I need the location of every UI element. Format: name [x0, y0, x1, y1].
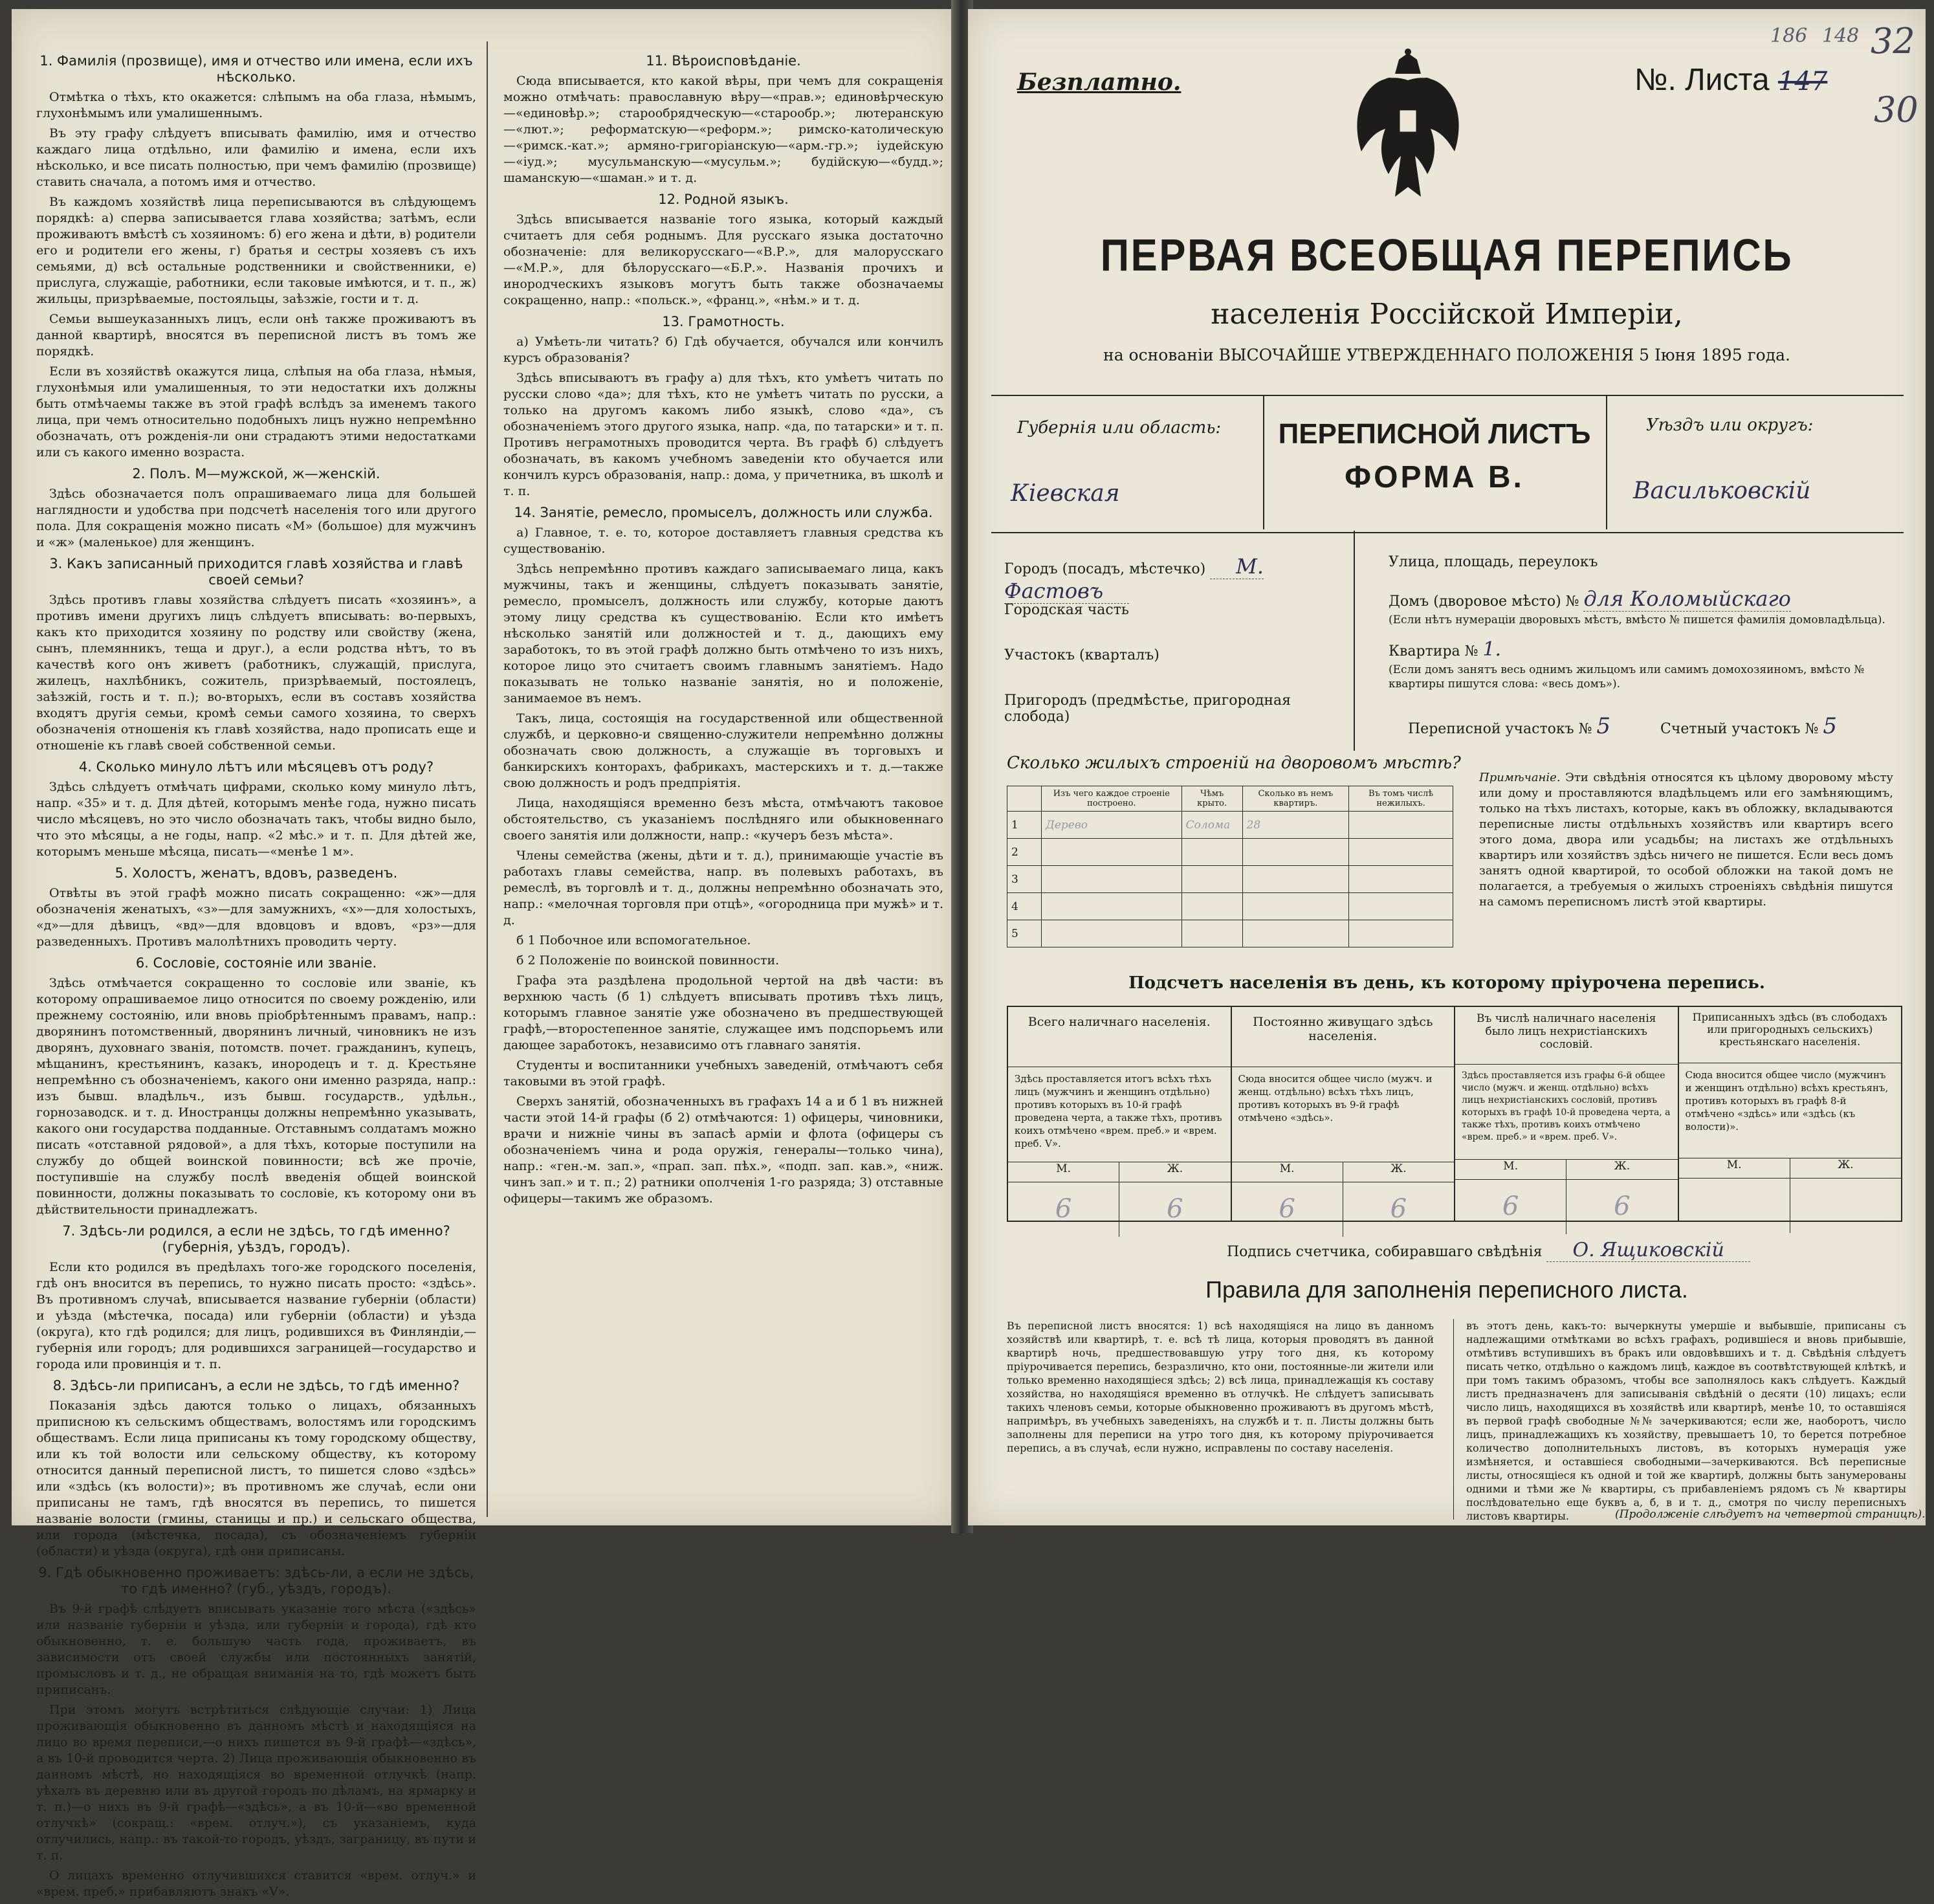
- count-col-desc: Сюда вносится общее число (мужчинъ и женщинъ отдѣльно) всѣхъ крестьянъ, противъ которыхъ въ графѣ 8-й отмѣчено «здѣсь» или «здѣсь (къ волости)».: [1679, 1063, 1902, 1158]
- instruction-paragraph: Здѣсь вписываютъ въ графу а) для тѣхъ, кто умѣетъ читать по русски слово «да»; для тѣхъ, кто не умѣетъ читать по русски, а только на другомъ какомъ либо языкѣ, слово «да», съ обозначеніемъ этого другого языка, напр. «да, по татарски» и т. п. Противъ неграмотныхъ проводится черта. Въ графѣ б) слѣдуетъ обозначать, въ какомъ учебномъ заведеніи кто обучается или кончилъ курсъ образованія, напр.: дома, у причетника, въ школѣ и т. п.: [503, 371, 943, 498]
- sheet-number: [1634, 62, 1827, 98]
- rules-right-text: въ этотъ день, какъ-то: вычеркнуты умершіе и выбывшіе, приписаны съ надлежащими отмѣтками во всѣхъ графахъ, родившіеся и вновь прибывшіе, отмѣтивъ вступившихъ въ бракъ или овдовѣвшихъ и т. д. Свѣдѣнія слѣдуетъ писать четко, отдѣльно о каждомъ лицѣ, каждое въ соотвѣтствующей клѣткѣ, и при томъ такимъ образомъ, чтобы все заполнялось какъ слѣдуетъ. Каждый листъ предназначенъ для записыванія свѣдѣній о десяти (10) лицахъ; если число лицъ, находящихся въ хозяйствѣ или квартирѣ, менѣе 10, то оставшіяся въ первой графѣ свободные №№ зачеркиваются; если же, наоборотъ, число лицъ, принадлежащихъ къ хозяйству, превышаетъ 10, то берется потребное количество дополнительныхъ листовъ, въ которыхъ нумерація уже измѣняется, и оставшіеся свободными—зачеркиваются. Всѣ переписные листы, относящіеся къ одной и той же квартирѣ, должны быть занумерованы одними и тѣми же № квартиры, съ прибавленіемъ рядомъ съ № квартиры послѣдовательно еще буквъ а, б, в и т. д., смотря по числу переписныхъ листовъ квартиры.: [1466, 1320, 1906, 1522]
- instruction-paragraph: Отмѣтка о тѣхъ, кто окажется: слѣпымъ на оба глаза, нѣмымъ, глухонѣмымъ или умалишеннымъ.: [36, 90, 476, 120]
- note-title: Примѣчаніе.: [1479, 771, 1561, 784]
- house-row: [1389, 586, 1900, 611]
- city-label: Городъ (посадъ, мѣстечко): [1004, 561, 1206, 577]
- sheet-number-value: 147: [1777, 67, 1828, 96]
- apartment-row: [1389, 638, 1501, 661]
- signature-label: Подпись счетчика, собиравшаго свѣдѣнія: [1227, 1244, 1543, 1260]
- present-male: 6: [1008, 1182, 1119, 1237]
- apartment-note: (Если домъ занятъ весь однимъ жильцомъ или самимъ домохозяиномъ, вмѣсто № квартиры пишутся слова: «весь домъ»).: [1389, 663, 1865, 691]
- table-row: [1007, 920, 1453, 947]
- section-heading: 3. Какъ записанный приходится главѣ хозяйства и главѣ своей семьи?: [49, 556, 463, 588]
- count-section-row: [1660, 713, 1837, 739]
- section-heading: 4. Сколько минуло лѣтъ или мѣсяцевъ отъ роду?: [78, 759, 434, 775]
- instruction-paragraph: При этомъ могутъ встрѣтиться слѣдующіе случаи: 1) Лица проживающія обыкновенно въ данномъ мѣстѣ и находящіяся на лицо во время переписи,—о нихъ пишется въ 9-й графѣ—«здѣсь», а въ 10-й проводится черта. 2) Лица проживающія обыкновенно въ данномъ мѣстѣ, но находящіяся во временной отлучкѣ (напр. уѣхалъ въ деревню или въ другой городъ по дѣламъ, на ярмарку и т. п.)—о нихъ въ 9-й графѣ—«здѣсь», а въ 10-й—«во временной отлучкѣ» (сокращ.: «врем. отлуч.»), съ указаніемъ, куда отлучились, напр.: въ такой-то городъ, уѣздъ, заграницу, въ пути и т. п.: [36, 1703, 476, 1863]
- house-note: (Если нѣтъ нумераціи дворовыхъ мѣстъ, вмѣсто № пишется фамилія домовладѣльца).: [1389, 614, 1885, 626]
- sheet-number-label: №. Листа: [1634, 63, 1770, 97]
- count-col-peasants: [1679, 1007, 1902, 1221]
- section-heading: 12. Родной языкъ.: [658, 192, 789, 207]
- zh-label: Ж.: [1614, 1160, 1631, 1173]
- address-left: [991, 531, 1355, 751]
- signature-value: О. Ящиковскій: [1546, 1239, 1750, 1262]
- instruction-paragraph: Здѣсь противъ главы хозяйства слѣдуетъ писать «хозяинъ», а противъ имени другихъ лицъ слѣдуетъ вписывать: во-первыхъ, какъ кто приходится хозяину по родству или свойству (жена, сынъ, племянникъ, теща и друг.), а если родства нѣтъ, то въ качествѣ кого онъ живетъ (работникъ, служащій, прислуга, жилецъ, нахлѣбникъ, сожитель, призрѣваемый, постоялецъ, заѣзжій, гость и т. п.); во-вторыхъ, если въ составъ хозяйства входятъ другія семьи, кромѣ семьи самого хозяина, то сверхъ обозначенія отношенія къ главѣ хозяйства, надо прописать еще и отношеніе къ главѣ своей собственной семьи.: [36, 593, 476, 753]
- peasant-male: [1679, 1179, 1790, 1233]
- population-count-table: [1007, 1006, 1902, 1222]
- sheet-title-cell: [1263, 396, 1606, 529]
- row-number: 5: [1007, 920, 1042, 947]
- table-row: [1007, 893, 1453, 920]
- section-heading: 14. Занятіе, ремесло, промыселъ, должность или служба.: [514, 505, 933, 520]
- row-number: 4: [1007, 893, 1042, 920]
- street-label: Улица, площадь, переулокъ: [1389, 554, 1598, 570]
- section-heading: 11. Вѣроисповѣданіе.: [646, 53, 801, 69]
- house-value: для Коломыйскаго: [1583, 586, 1791, 611]
- instruction-paragraph: Отвѣты въ этой графѣ можно писать сокращенно: «ж»—для обозначенія женатыхъ, «з»—для замужнихъ, «х»—для холостыхъ, «д»—для дѣвицъ, «вд»—для вдовцовъ и вдовъ, «рз»—для разведенныхъ. Противъ малолѣтнихъ проводить черту.: [36, 886, 476, 949]
- corner-note-1: 186: [1770, 25, 1808, 47]
- row1-roof: Солома: [1181, 812, 1242, 839]
- section-heading: 8. Здѣсь-ли приписанъ, а если не здѣсь, то гдѣ именно?: [52, 1378, 460, 1393]
- instruction-paragraph: а) Умѣеть-ли читать? б) Гдѣ обучается, обучался или кончилъ курсъ образованія?: [503, 335, 943, 365]
- apartment-value: 1.: [1482, 638, 1502, 661]
- quarter-label: Участокъ (кварталъ): [1004, 647, 1159, 663]
- instruction-paragraph: Лица, находящіяся временно безъ мѣста, отмѣчаютъ таковое обстоятельство, съ указаніемъ послѣдняго или обыкновеннаго своего занятія или должности, напр.: «кучеръ безъ мѣста».: [503, 796, 943, 843]
- corner-note-4: 30: [1874, 89, 1918, 130]
- house-label: Домъ (дворовое мѣсто) №: [1389, 593, 1579, 610]
- count-col-present: [1008, 1007, 1232, 1224]
- instruction-paragraph: Семьи вышеуказанныхъ лицъ, если онѣ также проживаютъ въ данной квартирѣ, вносятся въ переписной листъ въ томъ же порядкѣ.: [36, 312, 476, 359]
- instruction-paragraph: Здѣсь отмѣчается сокращенно то сословіе или званіе, къ которому опрашиваемое лицо относится по своему рожденію, или прежнему состоянію, или вновь пріобрѣтеннымъ правамъ, напр.: дворянинъ потомственный, дворянинъ личный, чиновникъ не изъ дворянъ, духовнаго званія, потомств. почет. гражданинъ, купецъ, мѣщанинъ, крестьянинъ, казакъ, инородецъ и т. д. Крестьяне непремѣнно съ обозначеніемъ, какого они именно разряда, напр.: изъ бывш. владѣльч., изъ бывш. государств., удѣльн., горнозаводск. и т. д. Иностранцы должны непремѣнно указывать, какого они государства подданные. Отставнымъ солдатамъ можно писать «отставной рядовой», а для тѣхъ, которые поступили на службу до общей воинской повинности; всѣ же прочіе, поступившіе на службу послѣ введенія общей воинской повинности, должны показывать то сословіе, къ которому они въ дѣйствительности принадлежатъ.: [36, 976, 476, 1217]
- instruction-paragraph: б 2 Положеніе по воинской повинности.: [516, 953, 780, 968]
- section-heading: 5. Холостъ, женатъ, вдовъ, разведенъ.: [115, 865, 398, 881]
- m-label: М.: [1679, 1158, 1790, 1178]
- column-divider: [487, 41, 488, 1517]
- census-subtitle: населенія Россійской Имперіи,: [1211, 298, 1683, 331]
- suburb-label: Пригородъ (предмѣстье, пригородная слобода): [1004, 692, 1291, 725]
- m-label: М.: [1232, 1162, 1343, 1182]
- row-number: 1: [1007, 812, 1042, 839]
- col-apartments: Сколько въ немъ квартиръ.: [1242, 786, 1349, 812]
- section-heading: 2. Полъ. М—мужской, ж—женскій.: [132, 466, 380, 482]
- census-basis: на основаніи ВЫСОЧАЙШЕ УТВЕРЖДЕННАГО ПОЛОЖЕНІЯ 5 Іюня 1895 года.: [1103, 346, 1790, 364]
- instruction-paragraph: Здѣсь вписывается названіе того языка, который каждый считаетъ для себя роднымъ. Для русскаго языка достаточно обозначеніе: для великорусскаго—«В.Р.», для малорусскаго—«М.Р.», для бѣлорусскаго—«Б.Р.». Названія прочихъ и инородческихъ языковъ могутъ быть также обозначаемы сокращенно, напр.: «польск.», «франц.», «нѣм.» и т. д.: [503, 212, 943, 307]
- row1-material: Дерево: [1042, 812, 1182, 839]
- province-cell: [991, 396, 1264, 529]
- count-col-title: Постоянно живущаго здѣсь населенія.: [1232, 1007, 1455, 1067]
- census-form-page: [968, 9, 1926, 1525]
- zh-label: Ж.: [1390, 1162, 1407, 1175]
- rules-left-text: Въ переписной листъ вносятся: 1) всѣ находящіяся на лицо въ данномъ хозяйствѣ или квартирѣ, т. е. всѣ тѣ лица, которыя проводятъ въ данной квартирѣ ночь, предшествовавшую утру того дня, къ которому пріурочивается перепись, безразлично, кто они, постоянные-ли жители или только временно находящіеся здѣсь; 2) всѣ лица, принадлежащія къ составу хозяйства, но находящіяся временно въ отлучкѣ. Не слѣдуетъ записывать такихъ членовъ семьи, которые обыкновенно проживаютъ въ другомъ мѣстѣ, напримѣръ, въ учебныхъ заведеніяхъ, на службѣ и т. п. Листы должны быть заполнены для переписи на утро того дня, къ которому пріурочивается перепись, а въ случаѣ, если нужно, исправлены по составу населенія.: [1007, 1320, 1434, 1454]
- instruction-paragraph: Если кто родился въ предѣлахъ того-же городского поселенія, гдѣ онъ вносится въ перепись, то нужно писать просто: «здѣсь». Въ противномъ случаѣ, вписывается название губерніи (области) и уѣзда (мѣстечка, посада) или губерніи (области) и уѣзда (округа), кто гдѣ родился; для лицъ, родившихся въ Финляндіи,—губернія или городъ; для родившихся заграницей—государство и города или провинція и т. п.: [36, 1260, 476, 1371]
- instruction-paragraph: Здѣсь слѣдуетъ отмѣчать цифрами, сколько кому минуло лѣтъ, напр. «35» и т. д. Для дѣтей, которымъ менѣе года, нужно писать число мѣсяцевъ, но это число обозначать такъ, чтобы видно было, что это мѣсяцы, а не годы, напр. «2 мѣс.» и т. п. Для дѣтей же, которымъ меньше мѣсяца, писать—«менѣе 1 м».: [36, 780, 476, 859]
- city-value: М. Фастовъ: [1004, 554, 1264, 603]
- province-label: Губернія или область:: [1017, 418, 1222, 437]
- instruction-paragraph: Такъ, лица, состоящія на государственной или общественной службѣ, и церковно-и священно-служители непремѣнно должны обозначать свою должность, а служащіе въ торговыхъ и банкирскихъ конторахъ, фабрикахъ, мастерскихъ и т. д.—также свою должность и родъ предпріятія.: [503, 711, 943, 790]
- buildings-table: [1007, 786, 1453, 947]
- col-nonresidential: Въ томъ числѣ нежилыхъ.: [1349, 786, 1453, 812]
- instruction-paragraph: Здѣсь обозначается полъ опрашиваемаго лица для большей наглядности и удобства при подсчетѣ населенія того или другого пола. Для сокращенія можно писать «М» (большое) для мужчинъ и «ж» (маленькое) для женщинъ.: [36, 487, 476, 549]
- instruction-paragraph: Если въ хозяйствѣ окажутся лица, слѣпыя на оба глаза, нѣмыя, глухонѣмыя или умалишенныя, то эти недостатки ихъ должны быть отмѣчаемы также въ этой графѣ вслѣдъ за именемъ такого лица, при чемъ относительно подобныхъ лицъ нужно непремѣнно обозначать, отъ рожденія-ли они страдаютъ этими недостатками или съ какого именно возраста.: [36, 364, 476, 459]
- address-right: [1369, 531, 1900, 751]
- rules-title: Правила для заполненія переписного листа.: [1205, 1276, 1688, 1303]
- zh-label: Ж.: [1838, 1158, 1854, 1171]
- nonchristian-female: 6: [1614, 1191, 1631, 1221]
- count-section-value: 5: [1823, 713, 1837, 739]
- m-label: М.: [1008, 1162, 1119, 1182]
- instruction-paragraph: б 1 Побочное или вспомогательное.: [516, 933, 751, 947]
- zh-label: Ж.: [1167, 1162, 1183, 1175]
- census-section-label: Переписной участокъ №: [1408, 721, 1592, 737]
- count-col-desc: Сюда вносится общее число (мужч. и женщ. отдѣльно) всѣхъ тѣхъ лицъ, противъ которыхъ въ 9-й графѣ отмѣчено «здѣсь».: [1232, 1067, 1455, 1162]
- table-row: [1007, 866, 1453, 893]
- instruction-paragraph: Студенты и воспитанники учебныхъ заведеній, отмѣчаютъ себя таковыми въ этой графѣ.: [503, 1058, 943, 1089]
- buildings-note: [1479, 770, 1893, 910]
- col-material: Изъ чего каждое строеніе построено.: [1042, 786, 1182, 812]
- peasant-female: [1790, 1179, 1901, 1233]
- imperial-eagle-icon: [1350, 48, 1466, 203]
- form-header-box: [991, 395, 1904, 533]
- instruction-paragraph: Сюда вписывается, кто какой вѣры, при чемъ для сокращенія можно отмѣчать: православную вѣру—«прав.»; единовѣрческую—«единовѣр.»; старообрядческую—«старообр.»; лютеранскую—«лют.»; реформатскую—«реформ.»; римско-католическую—«римск.-кат.»; армяно-григоріанскую—«арм.-гр.»; іудейскую—«іуд.»; мусульманскую—«мусульм.»; будійскую—«будд.»; шаманскую—«шаман.» и т. д.: [503, 74, 943, 185]
- instruction-paragraph: Въ 9-й графѣ слѣдуетъ вписывать указаніе того мѣста («здѣсь» или названіе губерніи и уѣзда, или губерніи и города), гдѣ кто обыкновенно, т. е. большую часть года, проживаетъ, въ зависимости отъ своей службы или постоянныхъ занятій, промысловъ и т. д., не обращая вниманія на то, гдѣ можетъ быть приписанъ.: [36, 1602, 476, 1697]
- buildings-question: Сколько жилыхъ строеній на дворовомъ мѣстѣ?: [1007, 753, 1461, 773]
- instruction-paragraph: Въ каждомъ хозяйствѣ лица переписываются въ слѣдующемъ порядкѣ: а) сперва записывается глава хозяйства; затѣмъ, если проживаютъ вмѣстѣ съ хозяиномъ: б) его жена и дѣти, в) родители его и родители его жены, г) братья и сестры хозяевъ съ ихъ семьями, д) всѣ остальные родственники и свойственники, е) прислуга, служащіе, работники, если таковые имѣются, и т. п., ж) жильцы, призрѣваемые, постояльцы, заѣзжіе, гости и т. д.: [36, 195, 476, 306]
- province-value: Кіевская: [1011, 480, 1120, 507]
- count-col-title: Приписанныхъ здѣсь (въ слободахъ или пригородныхъ сельскихъ) крестьянскаго населенія.: [1679, 1007, 1902, 1063]
- count-col-title: Въ числѣ наличнаго населенія было лицъ нехристіанскихъ сословій.: [1455, 1007, 1678, 1065]
- district-label: Уѣздъ или округъ:: [1646, 415, 1814, 435]
- row1-apartments: 28: [1242, 812, 1349, 839]
- section-heading: 13. Грамотность.: [662, 314, 785, 329]
- buildings-header-row: [1007, 786, 1453, 812]
- count-col-desc: Здѣсь проставляется итогъ всѣхъ тѣхъ лицъ (мужчинъ и женщинъ отдѣльно) противъ которыхъ въ 10-й графѣ проведена черта, а также тѣхъ, противъ коихъ отмѣчено «врем. преб.» и «врем. преб. V».: [1008, 1067, 1231, 1162]
- instructions-column-2: [503, 48, 943, 1211]
- district-value: Васильковскій: [1633, 478, 1811, 504]
- continued-note: (Продолженіе слѣдуетъ на четвертой страницѣ).: [1615, 1508, 1926, 1521]
- city-row: [1004, 554, 1341, 603]
- permanent-male: 6: [1232, 1182, 1343, 1237]
- town-part-label: Городская часть: [1004, 602, 1129, 618]
- section-heading: 1. Фамилія (прозвище), имя и отчество или имена, если ихъ нѣсколько.: [39, 53, 473, 85]
- row-number: 3: [1007, 866, 1042, 893]
- instruction-paragraph: Сверхъ занятій, обозначенныхъ въ графахъ 14 а и б 1 въ нижней части этой 14-й графы (б 2) отмѣчаются: 1) офицеры, чиновники, врачи и нижніе чины въ запасѣ арміи и флота (офицеры съ обозначеніемъ чина и рода оружія, генералы—только чина), напр.: «ген.-м. зап.», «прап. зап. пѣх.», «подп. зап. кав.», «ниж. чинъ зап.» и т. п.; 2) ратники ополченія 1-го разряда; 3) отставные офицеры—такимъ же образомъ.: [503, 1094, 943, 1206]
- instruction-paragraph: Въ эту графу слѣдуетъ вписывать фамилію, имя и отчество каждаго лица отдѣльно, или фамилію и имена, если ихъ нѣсколько, и все писать полностью, при чемъ фамилію (прозвище) ставить сначала, а потомъ имя и отчество.: [36, 126, 476, 189]
- rules-divider: [1453, 1319, 1454, 1520]
- table-row: [1007, 839, 1453, 866]
- sheet-title: ПЕРЕПИСНОЙ ЛИСТЪ: [1278, 418, 1591, 450]
- section-heading: 6. Сословіе, состояніе или званіе.: [135, 955, 377, 971]
- instruction-paragraph: а) Главное, т. е. то, которое доставляетъ главныя средства къ существованію.: [503, 526, 943, 556]
- instruction-paragraph: Показанія здѣсь даются только о лицахъ, обязанныхъ приписною къ сельскимъ обществамъ, волостямъ или городскимъ обществамъ. Если лица приписаны къ тому городскому обществу, или къ той волости или сельскому обществу, къ которому относится данный переписной листъ, то пишется слово «здѣсь» или «здѣсь (къ волости)»; въ противномъ же случаѣ, если они приписаны не тамъ, гдѣ вносятся въ перепись, то пишется названіе волости (гмины, станицы и пр.) и сельскаго общества, или города (мѣстечка, посада), съ обозначеніемъ губерніи (области) и уѣзда (округа), гдѣ они приписаны.: [36, 1399, 476, 1558]
- left-page: [12, 9, 956, 1899]
- present-female: 6: [1167, 1194, 1183, 1224]
- apartment-label: Квартира №: [1389, 643, 1478, 659]
- free-label: Безплатно.: [1017, 69, 1181, 96]
- instruction-paragraph: Здѣсь непремѣнно противъ каждаго записываемаго лица, какъ мужчины, такъ и женщины, слѣдуетъ показывать занятіе, ремесло, промыселъ, должность или службу, которые даютъ этому лицу средства къ существованію. Если кто имѣетъ нѣсколько занятій или должностей и т. д., дающихъ ему заработокъ, то въ этой графѣ должно быть отмѣчено то изъ нихъ, которое лицо это считаетъ своимъ главнымъ занятіемъ. Надо показывать не только названіе занятія, но и положеніе, занимаемое въ немъ.: [503, 562, 943, 705]
- count-col-nonchristian: [1455, 1007, 1679, 1221]
- section-heading: 7. Здѣсь-ли родился, а если не здѣсь, то гдѣ именно? (губернія, уѣздъ, городъ).: [62, 1223, 450, 1255]
- form-name: ФОРМА В.: [1345, 460, 1524, 494]
- enumerator-signature: [1227, 1239, 1750, 1261]
- count-section-label: Счетный участокъ №: [1660, 721, 1819, 737]
- row-number: 2: [1007, 839, 1042, 866]
- census-title: ПЕРВАЯ ВСЕОБЩАЯ ПЕРЕПИСЬ: [1100, 230, 1794, 280]
- count-col-desc: Здѣсь проставляется изъ графы 6-й общее число (мужч. и женщ. отдѣльно) всѣхъ лицъ нехристіанскихъ сословій, противъ которыхъ въ графѣ 10-й проведена черта, а также тѣхъ, противъ коихъ отмѣчено «врем. преб.» и «врем. преб. V».: [1455, 1065, 1678, 1160]
- instruction-paragraph: Члены семейства (жены, дѣти и т. д.), принимающіе участіе въ работахъ главы семейства, напр. въ полевыхъ работахъ, въ ремеслѣ, въ торговлѣ и т. д., должны непремѣнно обозначать это, напр.: «мелочная торговля при отцѣ», «огородница при мужѣ» и т. д.: [503, 848, 943, 927]
- instructions-column-1: [36, 48, 476, 1904]
- instruction-paragraph: Графа эта раздѣлена продольной чертой на двѣ части: въ верхнюю часть (б 1) слѣдуетъ вписывать противъ тѣхъ лицъ, которымъ главное занятіе уже обозначено въ предшествующей графѣ,—второстепенное занятіе, служащее имъ подспорьемъ или дающее заработокъ, независимо отъ главнаго занятія.: [503, 973, 943, 1052]
- section-heading: 9. Гдѣ обыкновенно проживаетъ: здѣсь-ли, а если не здѣсь, то гдѣ именно? (губ., уѣздъ, городъ).: [38, 1565, 474, 1597]
- count-col-permanent: [1232, 1007, 1456, 1224]
- permanent-female: 6: [1390, 1194, 1407, 1224]
- corner-note-3: 32: [1871, 21, 1915, 61]
- col-roof: Чѣмъ крыто.: [1181, 786, 1242, 812]
- census-section-row: [1408, 713, 1610, 739]
- m-label: М.: [1455, 1160, 1566, 1179]
- nonchristian-male: 6: [1455, 1180, 1566, 1234]
- note-text: Эти свѣдѣнія относятся къ цѣлому дворовому мѣсту или дому и проставляются владѣльцемъ или его замѣняющимъ, только на тѣхъ листахъ, которые, какъ въ обложку, вкладываются переписные листы отдѣльныхъ хозяйствъ или квартиръ всего этого дома, двора или усадьбы; на листахъ же отдѣльныхъ квартиръ или хозяйствъ здѣсь ничего не пишется. Если весь домъ занятъ одной квартирой, то особой обложки на такой домъ не полагается, а требуемыя о жилыхъ строеніяхъ свѣдѣнія пишутся на самомъ переписномъ листѣ этой квартиры.: [1479, 771, 1893, 909]
- corner-note-2: 148: [1822, 25, 1860, 47]
- district-cell: [1606, 396, 1905, 529]
- population-count-title: Подсчетъ населенія въ день, къ которому пріурочена перепись.: [1128, 973, 1765, 993]
- instruction-paragraph: О лицахъ временно отлучившихся ставится «врем. отлуч.» и «врем. преб.» прибавляютъ знакъ «V».: [36, 1868, 476, 1899]
- census-section-value: 5: [1596, 713, 1611, 739]
- table-row: [1007, 812, 1453, 839]
- count-col-title: Всего наличнаго населенія.: [1008, 1007, 1231, 1067]
